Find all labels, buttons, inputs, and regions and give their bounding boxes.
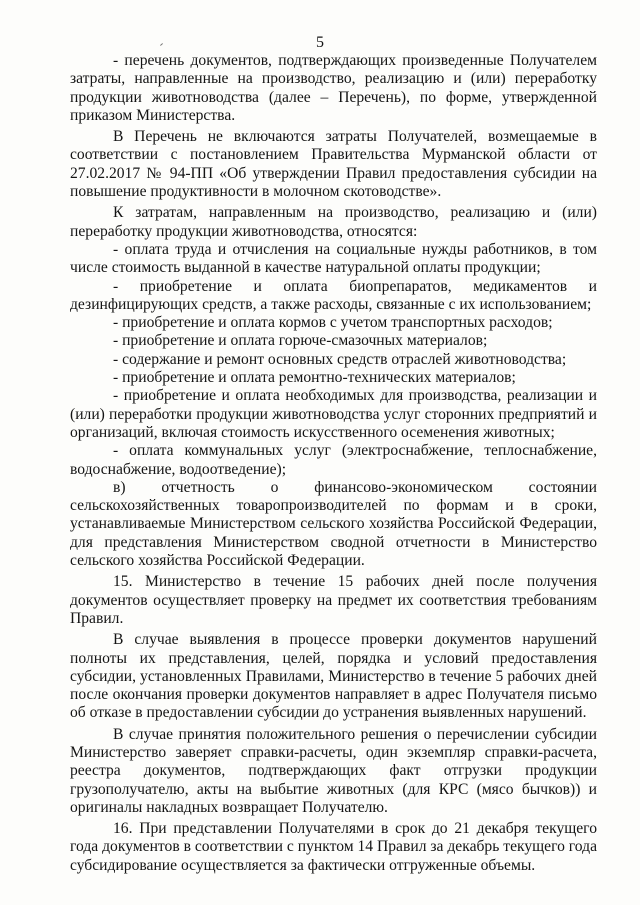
list-item-fixed-assets: - содержание и ремонт основных средств отраслей животноводства;: [113, 350, 567, 368]
paragraph-violations: В случае выявления в процессе проверки документов нарушений полноты их представления, целей, порядка и условий предоставления субсидии, установленных Правилами, Министерство в течение 5 рабочих дней после окончания проверки документов направляет в адрес Получателя письмо об отказе в предоставлении субсидии до устранения выявленных нарушений.: [70, 631, 597, 722]
list-item-feed: - приобретение и оплата кормов с учетом транспортных расходов;: [113, 314, 553, 332]
list-item-labor: - оплата труда и отчисления на социальные нужды работников, в том числе стоимость выданной в качестве натуральной оплаты продукции;: [70, 240, 597, 277]
paragraph-exclusions: В Перечень не включаются затраты Получателей, возмещаемые в соответствии с постановлением Правительства Мурманской области от 27.02.2017 № 94-ПП «Об утверждении Правил предоставления субсидии на повышение продуктивности в молочном скотоводстве».: [70, 128, 597, 201]
list-item-fuel: - приобретение и оплата горюче-смазочных материалов;: [113, 332, 488, 350]
list-item-biopreparations: - приобретение и оплата биопрепаратов, медикаментов и дезинфицирующих средств, а также расходы, связанные с их использованием;: [70, 277, 597, 313]
paragraph-positive-decision: В случае принятия положительного решения о перечислении субсидии Министерство заверяет справки-расчеты, один экземпляр справки-расчета, реестра документов, подтверждающих факт отгрузки продукции грузополучателю, акты на выбытие животных (для КРС (мясо бычков)) и оригиналы накладных возвращает Получателю.: [70, 725, 597, 816]
paragraph-list-intro: - перечень документов, подтверждающих произведенные Получателем затраты, направленные на производство, реализацию и (или) переработку продукции животноводства (далее – Перечень), по форме, утвержденной приказом Министерства.: [70, 52, 597, 124]
document-body: [70, 52, 597, 875]
page-number: 5: [316, 34, 324, 51]
list-item-repair-materials: - приобретение и оплата ремонтно-технических материалов;: [113, 369, 516, 387]
paragraph-clause-15: 15. Министерство в течение 15 рабочих дней после получения документов осуществляет проверку на предмет их соответствия требованиям Правил.: [70, 573, 597, 627]
list-item-utilities: - оплата коммунальных услуг (электроснабжение, теплоснабжение, водоснабжение, водоотведение);: [70, 442, 597, 478]
list-item-third-party-services: - приобретение и оплата необходимых для производства, реализации и (или) переработки продукции животноводства услуг сторонних предприятий и организаций, включая стоимость искусственного осеменения животных;: [70, 387, 597, 441]
paragraph-costs-heading: К затратам, направленным на производство, реализацию и (или) переработку продукции животноводства, относятся:: [70, 204, 597, 240]
paragraph-clause-16: 16. При представлении Получателями в срок до 21 декабря текущего года документов в соответствии с пунктом 14 Правил за декабрь текущего года субсидирование осуществляется за фактически отгруженные объемы.: [70, 820, 597, 874]
paragraph-reporting: в) отчетность о финансово-экономическом состоянии сельскохозяйственных товаропроизводителей по формам и в сроки, устанавливаемые Министерством сельского хозяйства Российской Федерации, для представления Министерством сводной отчетности в Министерство сельского хозяйства Российской Федерации.: [70, 478, 597, 570]
